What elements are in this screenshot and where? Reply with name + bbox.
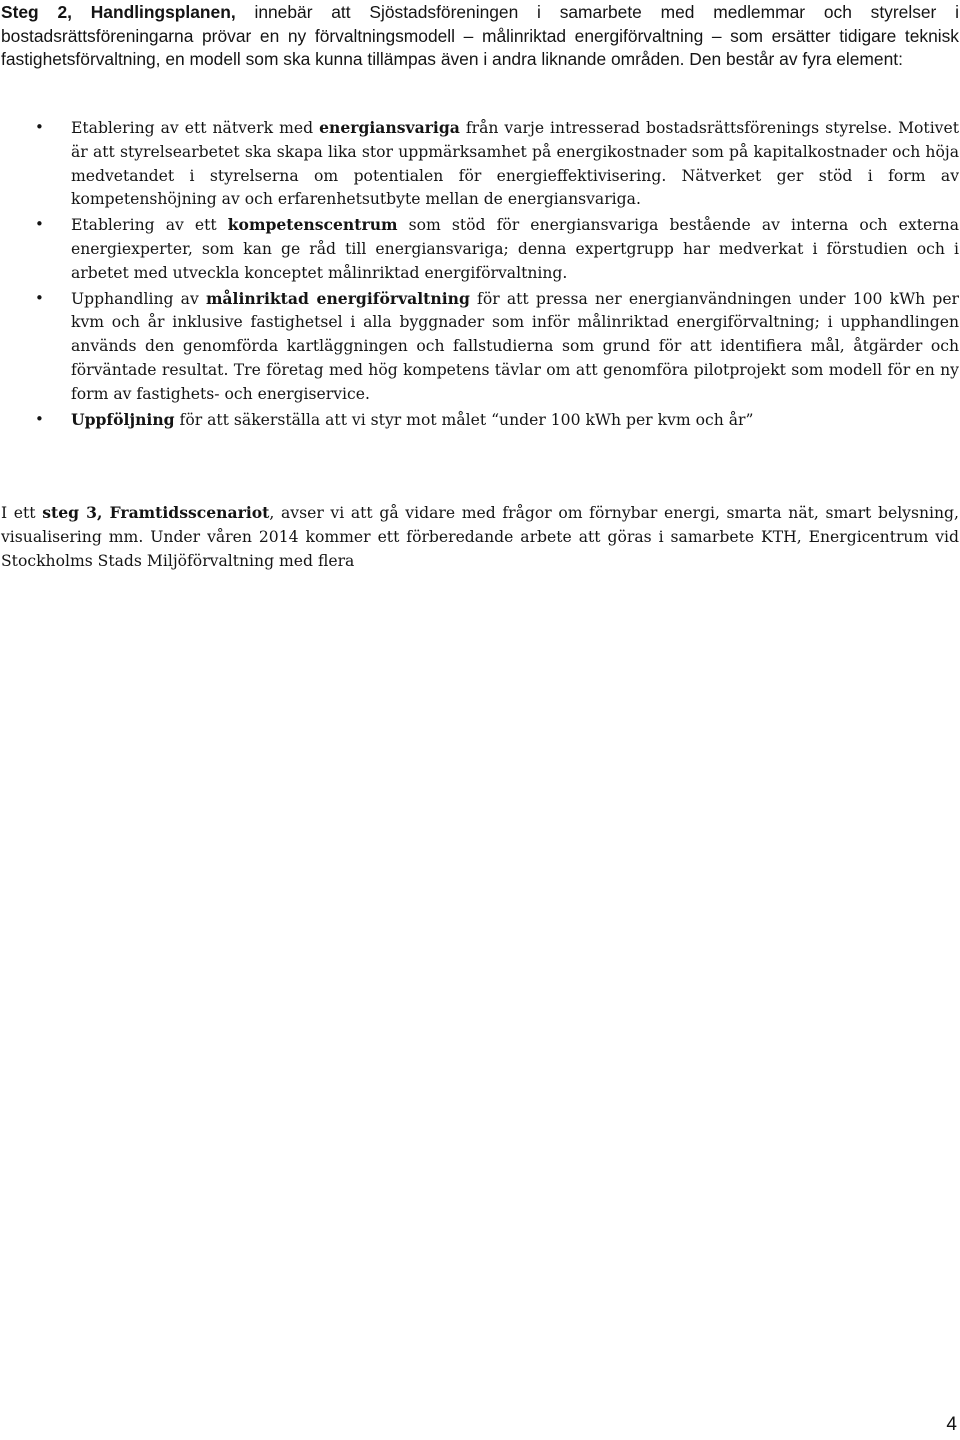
steg3-text-post: , avser vi att gå vidare med frågor om förnybar energi, smarta nät, smart belysning, visualisering mm. Under våren 2014 kommer ett förberedande arbete att göras i samarbete KTH, Energicentrum vid Stockholms Stads Miljöförvaltning med flera bbox=[1, 504, 959, 570]
list-item-keyword: energiansvariga bbox=[319, 118, 460, 137]
list-item-keyword: målinriktad energiförvaltning bbox=[205, 288, 470, 308]
bullet-icon: • bbox=[35, 288, 44, 307]
bullet-icon: • bbox=[35, 215, 44, 234]
list-item-text-pre: Etablering av ett bbox=[71, 216, 228, 235]
list-item-keyword: Uppföljning bbox=[71, 409, 175, 429]
list-item bbox=[0, 287, 960, 407]
intro-text: innebär att Sjöstadsföreningen i samarbete med medlemmar och styrelser i bostadsrättsföreningarna prövar en ny förvaltningsmodell – målinriktad energiförvaltning – som ersätter tidigare teknisk fastighetsförvaltning, en modell som ska kunna tillämpas även i andra liknande områden. Den består av fyra element: bbox=[1, 2, 959, 70]
list-item-text-post: som stöd för energiansvariga bestående av interna och externa energiexperter, som kan ge råd till energiansvariga; denna expertgrupp har medverkat i förstudien och i arbetet med utveckla konceptet målinriktad energiförvaltning. bbox=[71, 216, 959, 282]
list-item bbox=[0, 116, 960, 212]
list-item bbox=[0, 213, 960, 285]
list-item-text-post: från varje intresserad bostadsrättsförenings styrelse. Motivet är att styrelsearbetet ska skapa lika stor uppmärksamhet på energikostnader som på kapitalkostnader och höja medvetandet i styrelserna om potentialen för energieffektivisering. Nätverket ger stöd i form av kompetenshöjning av och erfarenhetsutbyte mellan de energiansvariga. bbox=[71, 119, 959, 209]
element-list bbox=[0, 116, 960, 432]
list-item-text-pre: Upphandling av bbox=[71, 289, 206, 308]
list-item-text-post: för att säkerställa att vi styr mot målet “under 100 kWh per kvm och år” bbox=[174, 410, 754, 429]
bullet-icon: • bbox=[35, 118, 44, 136]
list-item-text-post: för att pressa ner energianvändningen under 100 kWh per kvm och år inklusive fastighetsel i alla byggnader som inför målinriktad energiförvaltning; i upphandlingen används den genomförda kartläggningen och fallstudierna som grund för att identifiera mål, åtgärder och förväntade resultat. Tre företag med hög kompetens tävlar om att genomföra pilotprojekt som modell för en ny form av fastighets- och energiservice. bbox=[71, 289, 959, 403]
list-item bbox=[0, 408, 960, 433]
list-item-keyword: kompetenscentrum bbox=[227, 215, 398, 235]
intro-paragraph bbox=[1, 1, 959, 72]
bullet-icon: • bbox=[35, 409, 44, 428]
intro-bold-lead: Steg 2, Handlingsplanen, bbox=[1, 2, 236, 22]
list-item-text-pre: Etablering av ett nätverk med bbox=[71, 119, 320, 137]
steg3-text-pre: I ett bbox=[1, 504, 43, 522]
steg3-paragraph bbox=[1, 501, 959, 573]
steg3-keyword: steg 3, Framtidsscenariot bbox=[42, 503, 270, 522]
page-number: 4 bbox=[946, 1414, 957, 1435]
